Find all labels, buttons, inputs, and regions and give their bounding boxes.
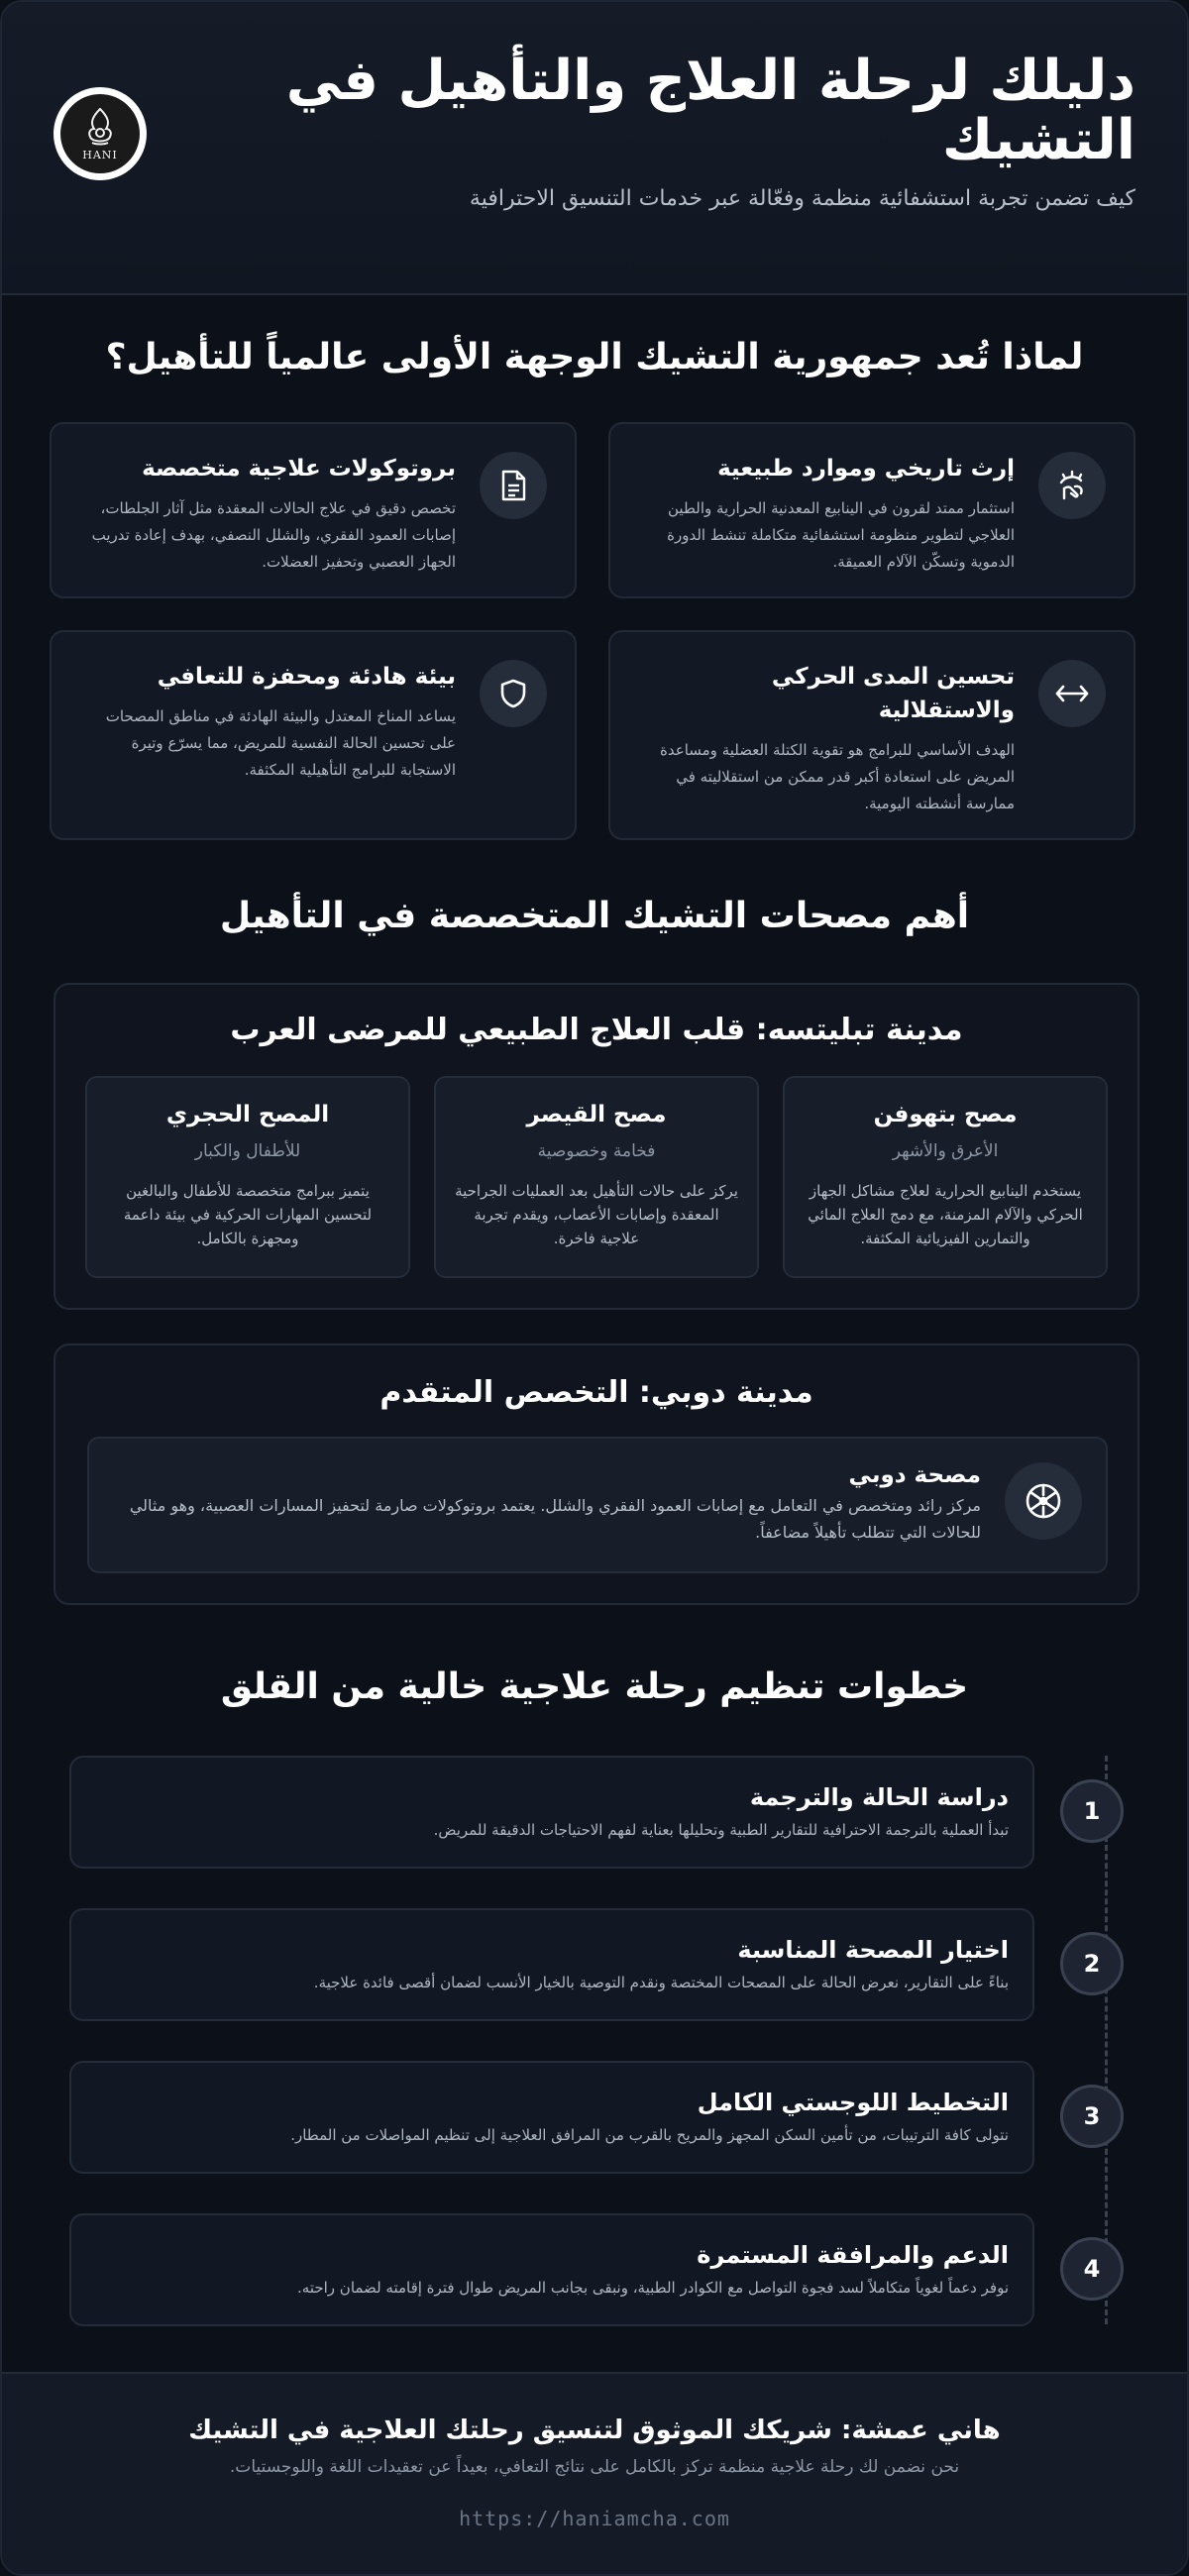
- step-number: 4: [1060, 2237, 1124, 2301]
- feature-card: [608, 630, 1135, 840]
- step-title: الدعم والمرافقة المستمرة: [697, 2241, 1009, 2269]
- dubi-title: مدينة دوبي: التخصص المتقدم: [379, 1375, 813, 1410]
- step-title: التخطيط اللوجستي الكامل: [697, 2089, 1009, 2116]
- feature-text: تخصص دقيق في علاج الحالات المعقدة مثل آثار الجلطات، إصابات العمود الفقري، والشلل النصفي، بهدف إعادة تدريب الجهاز العصبي وتحفيز العضلات.: [91, 499, 456, 571]
- feature-card: [608, 422, 1135, 598]
- logo-text: HANI: [82, 148, 118, 161]
- step-card: [69, 1756, 1034, 1869]
- feature-text: يساعد المناخ المعتدل والبيئة الهادئة في مناطق المصحات على تحسين الحالة النفسية للمريض، مما يسرّع وتيرة الاستجابة للبرامج التأهيلية المكثفة.: [105, 707, 456, 779]
- feature-title: بيئة هادئة ومحفزة للتعافي: [157, 664, 456, 690]
- spa-tag: للأطفال والكبار: [194, 1141, 301, 1161]
- feature-card: [50, 630, 577, 840]
- step-text: بناءً على التقارير، نعرض الحالة على المصحات المختصة ونقدم التوصية بالخيار الأنسب لضمان أقصى فائدة علاجية.: [313, 1974, 1009, 1991]
- logo: [54, 87, 147, 180]
- dubi-spa-name: مصحة دوبي: [848, 1462, 981, 1488]
- spa-name: مصح القيصر: [526, 1102, 667, 1127]
- step-number: 3: [1060, 2085, 1124, 2148]
- step-text: نتولى كافة الترتيبات، من تأمين السكن المجهز والمريح بالقرب من المرافق العلاجية إلى تنظيم المواصلات من المطار.: [290, 2126, 1009, 2144]
- spa-card: [85, 1076, 410, 1278]
- spa-text: يركز على حالات التأهيل بعد العمليات الجراحية المعقدة وإصابات الأعصاب، ويقدم تجربة علاجية فاخرة.: [455, 1182, 738, 1247]
- feature-title: إرث تاريخي وموارد طبيعية: [717, 456, 1015, 482]
- step-text: نوفر دعماً لغوياً متكاملاً لسد فجوة التواصل مع الكوادر الطبية، ونبقى بجانب المريض طوال فترة إقامته لضمان راحته.: [297, 2279, 1009, 2297]
- dubi-spa-text: مركز رائد ومتخصص في التعامل مع إصابات العمود الفقري والشلل. يعتمد بروتوكولات صارمة لتحفيز المسارات العصبية، وهو مثالي للحالات التي تتطلب تأهيلاً مضاعفاً.: [129, 1496, 981, 1542]
- spas-section-title: أهم مصحات التشيك المتخصصة في التأهيل: [219, 896, 970, 936]
- spa-card: [783, 1076, 1108, 1278]
- step-text: تبدأ العملية بالترجمة الاحترافية للتقارير الطبية وتحليلها بعناية لفهم الاحتياجات الدقيقة للمريض.: [433, 1821, 1009, 1839]
- step-number: 1: [1060, 1779, 1124, 1843]
- step-title: اختيار المصحة المناسبة: [737, 1936, 1009, 1964]
- why-section-title: لماذا تُعد جمهورية التشيك الوجهة الأولى عالمياً للتأهيل؟: [105, 337, 1084, 377]
- shield-icon: [480, 660, 547, 727]
- logo-emblem: [60, 94, 140, 173]
- logo-flame-icon: [82, 107, 118, 147]
- healing-hand-icon: [1038, 452, 1106, 519]
- page-subtitle: كيف تضمن تجربة استشفائية منظمة وفعّالة عبر خدمات التنسيق الاحترافية: [469, 186, 1135, 211]
- footer-text: نحن نضمن لك رحلة علاجية منظمة تركز بالكامل على نتائج التعافي، بعيداً عن تعقيدات اللغة واللوجستيات.: [229, 2457, 960, 2477]
- footer-title: هاني عمشة: شريكك الموثوق لتنسيق رحلتك العلاجية في التشيك: [188, 2415, 1001, 2445]
- teplice-title: مدينة تبليتسه: قلب العلاج الطبيعي للمرضى العرب: [230, 1013, 963, 1047]
- step-title: دراسة الحالة والترجمة: [749, 1783, 1009, 1811]
- spa-tag: الأعرق والأشهر: [892, 1141, 999, 1161]
- spa-text: يستخدم الينابيع الحرارية لعلاج مشاكل الجهاز الحركي والآلام المزمنة، مع دمج العلاج المائي والتمارين الفيزيائية المكثفة.: [808, 1182, 1083, 1247]
- spa-text: يتميز ببرامج متخصصة للأطفال والبالغين لتحسين المهارات الحركية في بيئة داعمة ومجهزة بالكامل.: [123, 1182, 373, 1247]
- teplice-panel: [54, 983, 1139, 1310]
- spine-network-icon: [1005, 1462, 1082, 1540]
- spa-tag: فخامة وخصوصية: [537, 1141, 656, 1161]
- step-number: 2: [1060, 1932, 1124, 1995]
- spa-name: مصح بتهوفن: [873, 1102, 1018, 1127]
- step-card: [69, 2213, 1034, 2326]
- header: [2, 2, 1187, 295]
- dubi-spa-card: [87, 1437, 1108, 1573]
- step-card: [69, 1908, 1034, 2021]
- spa-name: المصح الحجري: [165, 1102, 330, 1127]
- feature-title: بروتوكولات علاجية متخصصة: [142, 456, 456, 482]
- feature-card: [50, 422, 577, 598]
- feature-text: استثمار ممتد لقرون في الينابيع المعدنية الحرارية والطين العلاجي لتطوير منظومة استشفائية متكاملة تنشط الدورة الدموية وتسكّن الآلام العميقة.: [667, 499, 1015, 571]
- spa-card: [434, 1076, 759, 1278]
- website-link[interactable]: https://haniamcha.com: [459, 2507, 730, 2530]
- document-icon: [480, 452, 547, 519]
- feature-title: تحسين المدى الحركي والاستقلالية: [771, 664, 1015, 723]
- arrows-horizontal-icon: [1038, 660, 1106, 727]
- timeline-line: [1105, 1756, 1108, 2324]
- page-title: دليلك لرحلة العلاج والتأهيل في التشيك: [285, 49, 1135, 172]
- feature-text: الهدف الأساسي للبرامج هو تقوية الكتلة العضلية ومساعدة المريض على استعادة أكبر قدر ممكن من استقلاليته في ممارسة أنشطته اليومية.: [660, 741, 1015, 812]
- step-card: [69, 2061, 1034, 2174]
- footer: [2, 2372, 1187, 2576]
- steps-section-title: خطوات تنظيم رحلة علاجية خالية من القلق: [220, 1666, 969, 1707]
- dubi-panel: [54, 1343, 1139, 1605]
